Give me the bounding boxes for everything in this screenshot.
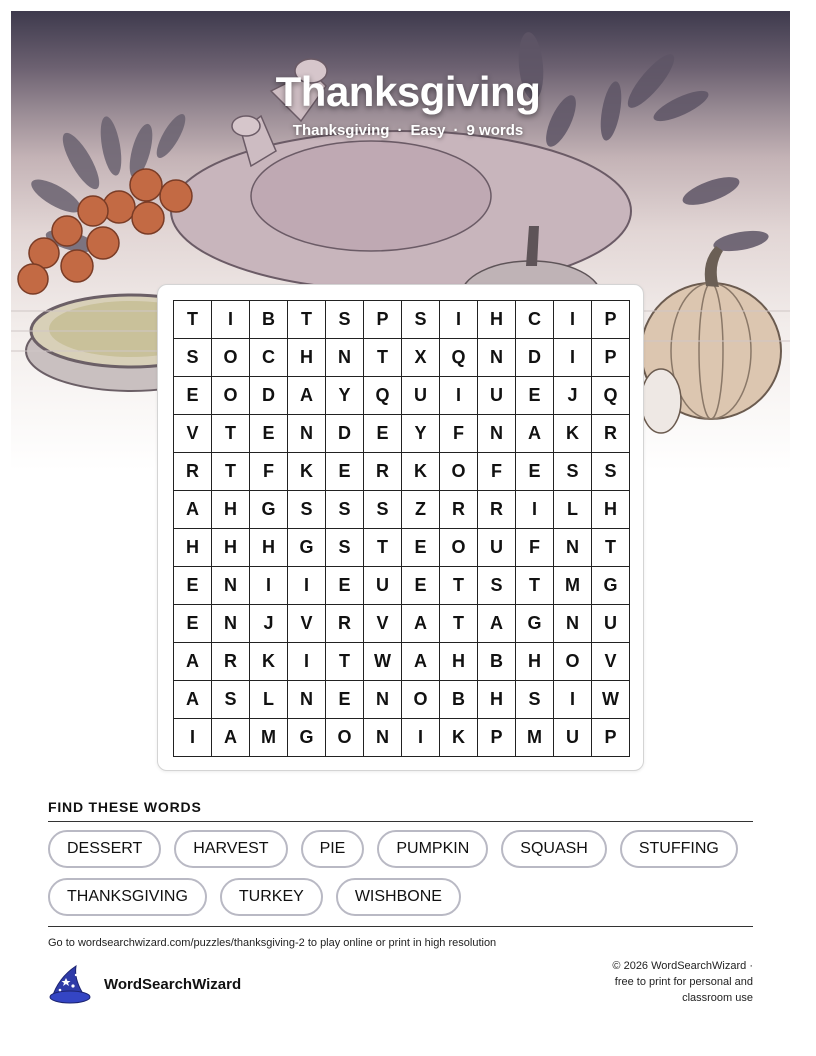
grid-cell[interactable]: S	[554, 453, 592, 491]
word-chip[interactable]: THANKSGIVING	[48, 878, 207, 916]
grid-cell[interactable]: A	[174, 681, 212, 719]
word-chip[interactable]: HARVEST	[174, 830, 287, 868]
grid-cell[interactable]: E	[402, 567, 440, 605]
grid-cell[interactable]: R	[212, 643, 250, 681]
grid-cell[interactable]: H	[288, 339, 326, 377]
grid-cell[interactable]: W	[364, 643, 402, 681]
grid-cell[interactable]: F	[478, 453, 516, 491]
grid-cell[interactable]: S	[174, 339, 212, 377]
grid-cell[interactable]: H	[478, 301, 516, 339]
page-title: Thanksgiving	[275, 68, 541, 115]
grid-cell[interactable]: L	[554, 491, 592, 529]
grid-cell[interactable]: P	[592, 301, 630, 339]
grid-cell[interactable]: C	[250, 339, 288, 377]
grid-cell[interactable]: N	[212, 605, 250, 643]
grid-cell[interactable]: G	[288, 719, 326, 757]
grid-cell[interactable]: B	[440, 681, 478, 719]
grid-cell[interactable]: O	[402, 681, 440, 719]
grid-cell[interactable]: T	[212, 415, 250, 453]
grid-cell[interactable]: O	[440, 453, 478, 491]
grid-cell[interactable]: U	[478, 529, 516, 567]
word-chip[interactable]: PUMPKIN	[377, 830, 488, 868]
grid-cell[interactable]: S	[326, 491, 364, 529]
grid-cell[interactable]: N	[554, 529, 592, 567]
grid-cell[interactable]: H	[516, 643, 554, 681]
grid-cell[interactable]: G	[592, 567, 630, 605]
grid-cell[interactable]: H	[174, 529, 212, 567]
grid-cell[interactable]: I	[440, 377, 478, 415]
grid-cell[interactable]: R	[326, 605, 364, 643]
grid-cell[interactable]: E	[326, 567, 364, 605]
grid-cell[interactable]: T	[212, 453, 250, 491]
grid-cell[interactable]: P	[478, 719, 516, 757]
grid-cell[interactable]: H	[440, 643, 478, 681]
grid-cell[interactable]: I	[554, 339, 592, 377]
grid-cell[interactable]: F	[250, 453, 288, 491]
grid-cell[interactable]: O	[212, 377, 250, 415]
grid-cell[interactable]: A	[516, 415, 554, 453]
grid-cell[interactable]: D	[326, 415, 364, 453]
word-chip[interactable]: PIE	[301, 830, 365, 868]
grid-cell[interactable]: T	[174, 301, 212, 339]
grid-cell[interactable]: K	[402, 453, 440, 491]
grid-cell[interactable]: S	[212, 681, 250, 719]
word-chip[interactable]: WISHBONE	[336, 878, 461, 916]
grid-cell[interactable]: S	[288, 491, 326, 529]
grid-cell[interactable]: I	[554, 681, 592, 719]
grid-cell[interactable]: N	[326, 339, 364, 377]
word-list	[48, 830, 758, 916]
separator-dot: ·	[397, 122, 403, 139]
grid-cell[interactable]: U	[592, 605, 630, 643]
grid-cell[interactable]: R	[440, 491, 478, 529]
grid-cell[interactable]: R	[174, 453, 212, 491]
grid-cell[interactable]: S	[478, 567, 516, 605]
grid-cell[interactable]: J	[250, 605, 288, 643]
grid-cell[interactable]: V	[288, 605, 326, 643]
wizard-hat-icon	[48, 964, 94, 1004]
grid-cell[interactable]: M	[250, 719, 288, 757]
grid-cell[interactable]: E	[174, 377, 212, 415]
word-chip[interactable]: TURKEY	[220, 878, 323, 916]
grid-cell[interactable]: N	[554, 605, 592, 643]
grid-cell[interactable]: E	[326, 681, 364, 719]
word-chip[interactable]: DESSERT	[48, 830, 161, 868]
grid-cell[interactable]: I	[174, 719, 212, 757]
separator-dot: ·	[453, 122, 459, 139]
grid-cell[interactable]: H	[592, 491, 630, 529]
copyright-line: classroom use	[682, 992, 753, 1004]
grid-cell[interactable]: K	[288, 453, 326, 491]
grid-cell[interactable]: S	[402, 301, 440, 339]
grid-cell[interactable]: P	[592, 339, 630, 377]
grid-cell[interactable]: N	[288, 415, 326, 453]
grid-cell[interactable]: N	[364, 719, 402, 757]
grid-cell[interactable]: K	[440, 719, 478, 757]
grid-cell[interactable]: T	[440, 567, 478, 605]
grid-cell[interactable]: S	[326, 529, 364, 567]
grid-cell[interactable]: I	[402, 719, 440, 757]
letter-grid	[173, 300, 630, 757]
puzzle-difficulty: Easy	[410, 122, 446, 139]
word-chip[interactable]: STUFFING	[620, 830, 738, 868]
grid-cell[interactable]: Y	[402, 415, 440, 453]
grid-cell[interactable]: A	[212, 719, 250, 757]
grid-cell[interactable]: T	[364, 339, 402, 377]
divider	[48, 926, 753, 927]
grid-cell[interactable]: O	[326, 719, 364, 757]
grid-cell[interactable]: Q	[364, 377, 402, 415]
grid-cell[interactable]: I	[212, 301, 250, 339]
pumpkin-icon	[641, 246, 781, 433]
grid-cell[interactable]: M	[554, 567, 592, 605]
grid-cell[interactable]: T	[592, 529, 630, 567]
puzzle-meta	[0, 122, 816, 139]
grid-cell[interactable]: J	[554, 377, 592, 415]
grid-cell[interactable]: I	[554, 301, 592, 339]
grid-cell[interactable]: I	[288, 567, 326, 605]
grid-cell[interactable]: B	[478, 643, 516, 681]
grid-cell[interactable]: P	[592, 719, 630, 757]
grid-cell[interactable]: V	[174, 415, 212, 453]
grid-cell[interactable]: Z	[402, 491, 440, 529]
grid-cell[interactable]: G	[516, 605, 554, 643]
grid-cell[interactable]: U	[364, 567, 402, 605]
grid-cell[interactable]: R	[478, 491, 516, 529]
grid-cell[interactable]: A	[288, 377, 326, 415]
puzzle-word-count: 9 words	[466, 122, 524, 139]
grid-cell[interactable]: F	[440, 415, 478, 453]
grid-cell[interactable]: P	[364, 301, 402, 339]
grid-cell[interactable]: S	[592, 453, 630, 491]
grid-cell[interactable]: E	[516, 453, 554, 491]
grid-cell[interactable]: T	[288, 301, 326, 339]
grid-cell[interactable]: D	[250, 377, 288, 415]
grid-cell[interactable]: K	[250, 643, 288, 681]
grid-cell[interactable]: R	[592, 415, 630, 453]
grid-cell[interactable]: C	[516, 301, 554, 339]
grid-cell[interactable]: Y	[326, 377, 364, 415]
grid-cell[interactable]: N	[364, 681, 402, 719]
grid-cell[interactable]: E	[402, 529, 440, 567]
grid-cell[interactable]: S	[516, 681, 554, 719]
grid-cell[interactable]: R	[364, 453, 402, 491]
grid-cell[interactable]: G	[250, 491, 288, 529]
grid-cell[interactable]: S	[364, 491, 402, 529]
grid-cell[interactable]: U	[554, 719, 592, 757]
brand[interactable]	[48, 964, 241, 1004]
grid-cell[interactable]: X	[402, 339, 440, 377]
grid-cell[interactable]: G	[288, 529, 326, 567]
grid-cell[interactable]: Q	[592, 377, 630, 415]
grid-cell[interactable]: T	[440, 605, 478, 643]
grid-cell[interactable]: S	[326, 301, 364, 339]
grid-cell[interactable]: N	[478, 415, 516, 453]
divider	[48, 821, 753, 822]
grid-cell[interactable]: T	[364, 529, 402, 567]
word-list-heading: FIND THESE WORDS	[48, 799, 202, 815]
grid-cell[interactable]: N	[478, 339, 516, 377]
grid-cell[interactable]: E	[250, 415, 288, 453]
grid-cell[interactable]: V	[364, 605, 402, 643]
grid-cell[interactable]: O	[554, 643, 592, 681]
grid-cell[interactable]: A	[174, 643, 212, 681]
grid-cell[interactable]: M	[516, 719, 554, 757]
grid-cell[interactable]: H	[212, 529, 250, 567]
grid-cell[interactable]: T	[516, 567, 554, 605]
grid-cell[interactable]: I	[250, 567, 288, 605]
grid-cell[interactable]: U	[478, 377, 516, 415]
brand-name: WordSearchWizard	[104, 975, 242, 993]
grid-cell[interactable]: N	[212, 567, 250, 605]
copyright-notice	[553, 958, 753, 1006]
copyright-line: free to print for personal and	[614, 976, 753, 988]
grid-cell[interactable]: A	[478, 605, 516, 643]
grid-cell[interactable]: O	[212, 339, 250, 377]
grid-cell[interactable]: V	[592, 643, 630, 681]
grid-cell[interactable]: A	[402, 643, 440, 681]
grid-cell[interactable]: E	[364, 415, 402, 453]
grid-cell[interactable]: A	[402, 605, 440, 643]
grid-cell[interactable]: O	[440, 529, 478, 567]
grid-cell[interactable]: U	[402, 377, 440, 415]
puzzle-category: Thanksgiving	[292, 122, 390, 139]
grid-cell[interactable]: I	[516, 491, 554, 529]
grid-cell[interactable]: F	[516, 529, 554, 567]
grid-cell[interactable]: B	[250, 301, 288, 339]
footer-instruction: Go to wordsearchwizard.com/puzzles/thanksgiving-2 to play online or print in high resolution	[48, 937, 497, 949]
grid-cell[interactable]: E	[326, 453, 364, 491]
grid-cell[interactable]: T	[326, 643, 364, 681]
grid-cell[interactable]: W	[592, 681, 630, 719]
grid-cell[interactable]: E	[516, 377, 554, 415]
grid-cell[interactable]: H	[212, 491, 250, 529]
copyright-line: © 2026 WordSearchWizard ·	[612, 960, 753, 972]
grid-cell[interactable]: I	[288, 643, 326, 681]
grid-cell[interactable]: H	[478, 681, 516, 719]
grid-cell[interactable]: H	[250, 529, 288, 567]
grid-cell[interactable]: A	[174, 491, 212, 529]
puzzle-card	[157, 284, 644, 771]
grid-cell[interactable]: D	[516, 339, 554, 377]
word-chip[interactable]: SQUASH	[501, 830, 607, 868]
grid-cell[interactable]: L	[250, 681, 288, 719]
grid-cell[interactable]: N	[288, 681, 326, 719]
grid-cell[interactable]: E	[174, 567, 212, 605]
grid-cell[interactable]: Q	[440, 339, 478, 377]
grid-cell[interactable]: I	[440, 301, 478, 339]
grid-cell[interactable]: K	[554, 415, 592, 453]
grid-cell[interactable]: E	[174, 605, 212, 643]
